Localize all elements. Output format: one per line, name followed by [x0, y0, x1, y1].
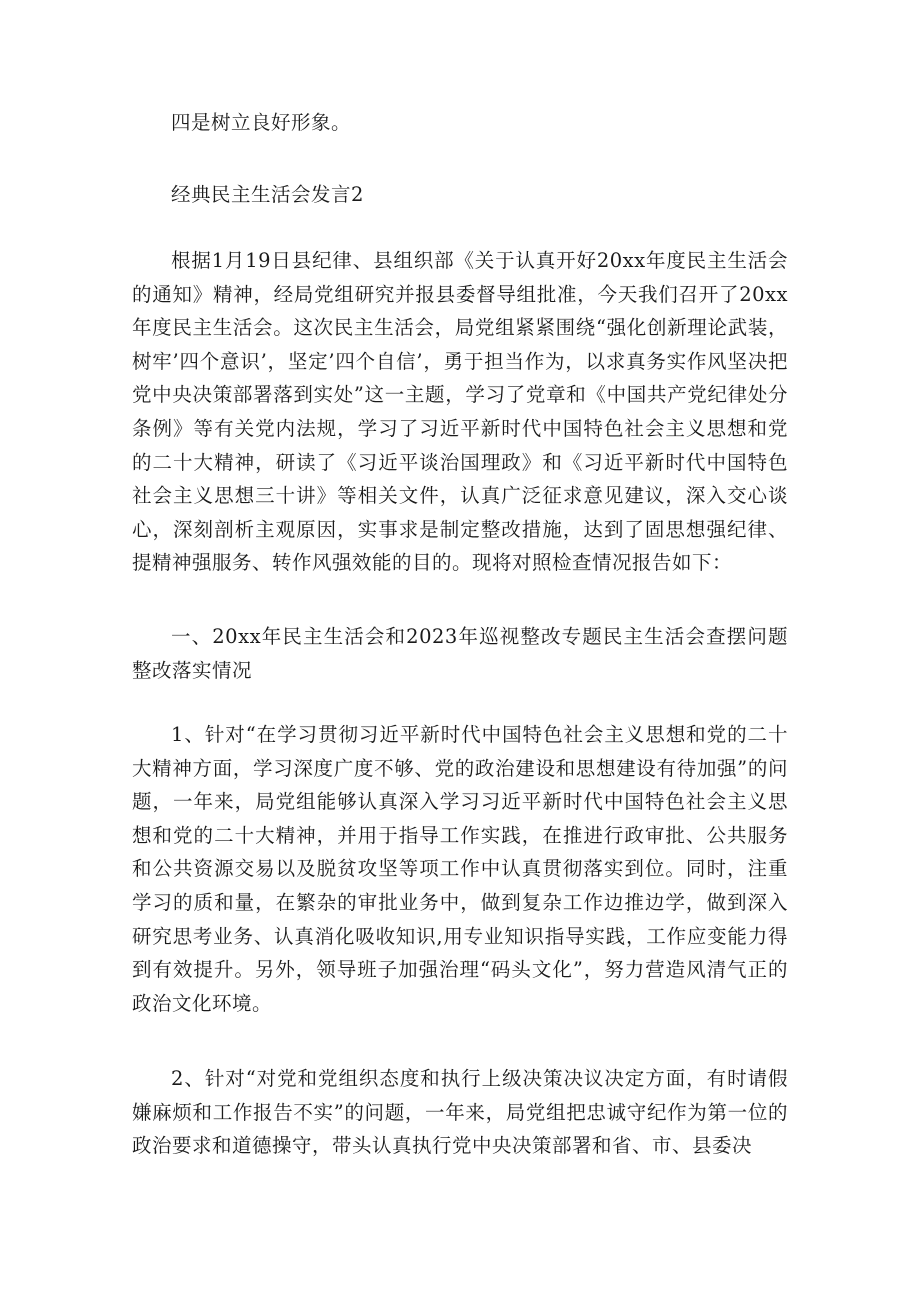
paragraph-item-1: 1、针对“在学习贯彻习近平新时代中国特色社会主义思想和党的二十大精神方面，学习深度广度不够、党的政治建设和思想建设有待加强”的问题，一年来，局党组能够认真深入学习习近平新时代中国特色社会主义思想和党的二十大精神，并用于指导工作实践，在推进行政审批、公共服务和公共资源交易以及脱贫攻坚等项工作中认真贯彻落实到位。同时，注重学习的质和量，在繁杂的审批业务中，做到复杂工作边推边学，做到深入研究思考业务、认真消化吸收知识,用专业知识指导实践，工作应变能力得到有效提升。另外，领导班子加强治理“码头文化”，努力营造风清气正的政治文化环境。: [132, 723, 788, 1015]
paragraph-item-2: 2、针对“对党和党组织态度和执行上级决策决议决定方面，有时请假嫌麻烦和工作报告不实”的问题，一年来，局党组把忠诚守纪作为第一位的政治要求和道德操守，带头认真执行党中央决策部署和省、市、县委决: [132, 1067, 788, 1158]
section-heading: 经典民主生活会发言2: [171, 183, 364, 206]
paragraph-introduction: 根据1月19日县纪律、县组织部《关于认真开好20xx年度民主生活会的通知》精神，经局党组研究并报县委督导组批准，今天我们召开了20xx年度民主生活会。这次民主生活会，局党组紧紧围绕“强化创新理论武装，树牢’四个意识’，坚定’四个自信’，勇于担当作为，以求真务实作风坚决把党中央决策部署落到实处”这一主题，学习了党章和《中国共产党纪律处分条例》等有关党内法规，学习了习近平新时代中国特色社会主义思想和党的二十大精神，研读了《习近平谈治国理政》和《习近平新时代中国特色社会主义思想三十讲》等相关文件，认真广泛征求意见建议，深入交心谈心，深刻剖析主观原因，实事求是制定整改措施，达到了固思想强纪律、提精神强服务、转作风强效能的目的。现将对照检查情况报告如下：: [132, 249, 788, 575]
paragraph-closing-point: 四是树立良好形象。: [171, 111, 352, 134]
paragraph-part-one-heading: 一、20xx年民主生活会和2023年巡视整改专题民主生活会查摆问题整改落实情况: [132, 625, 788, 682]
